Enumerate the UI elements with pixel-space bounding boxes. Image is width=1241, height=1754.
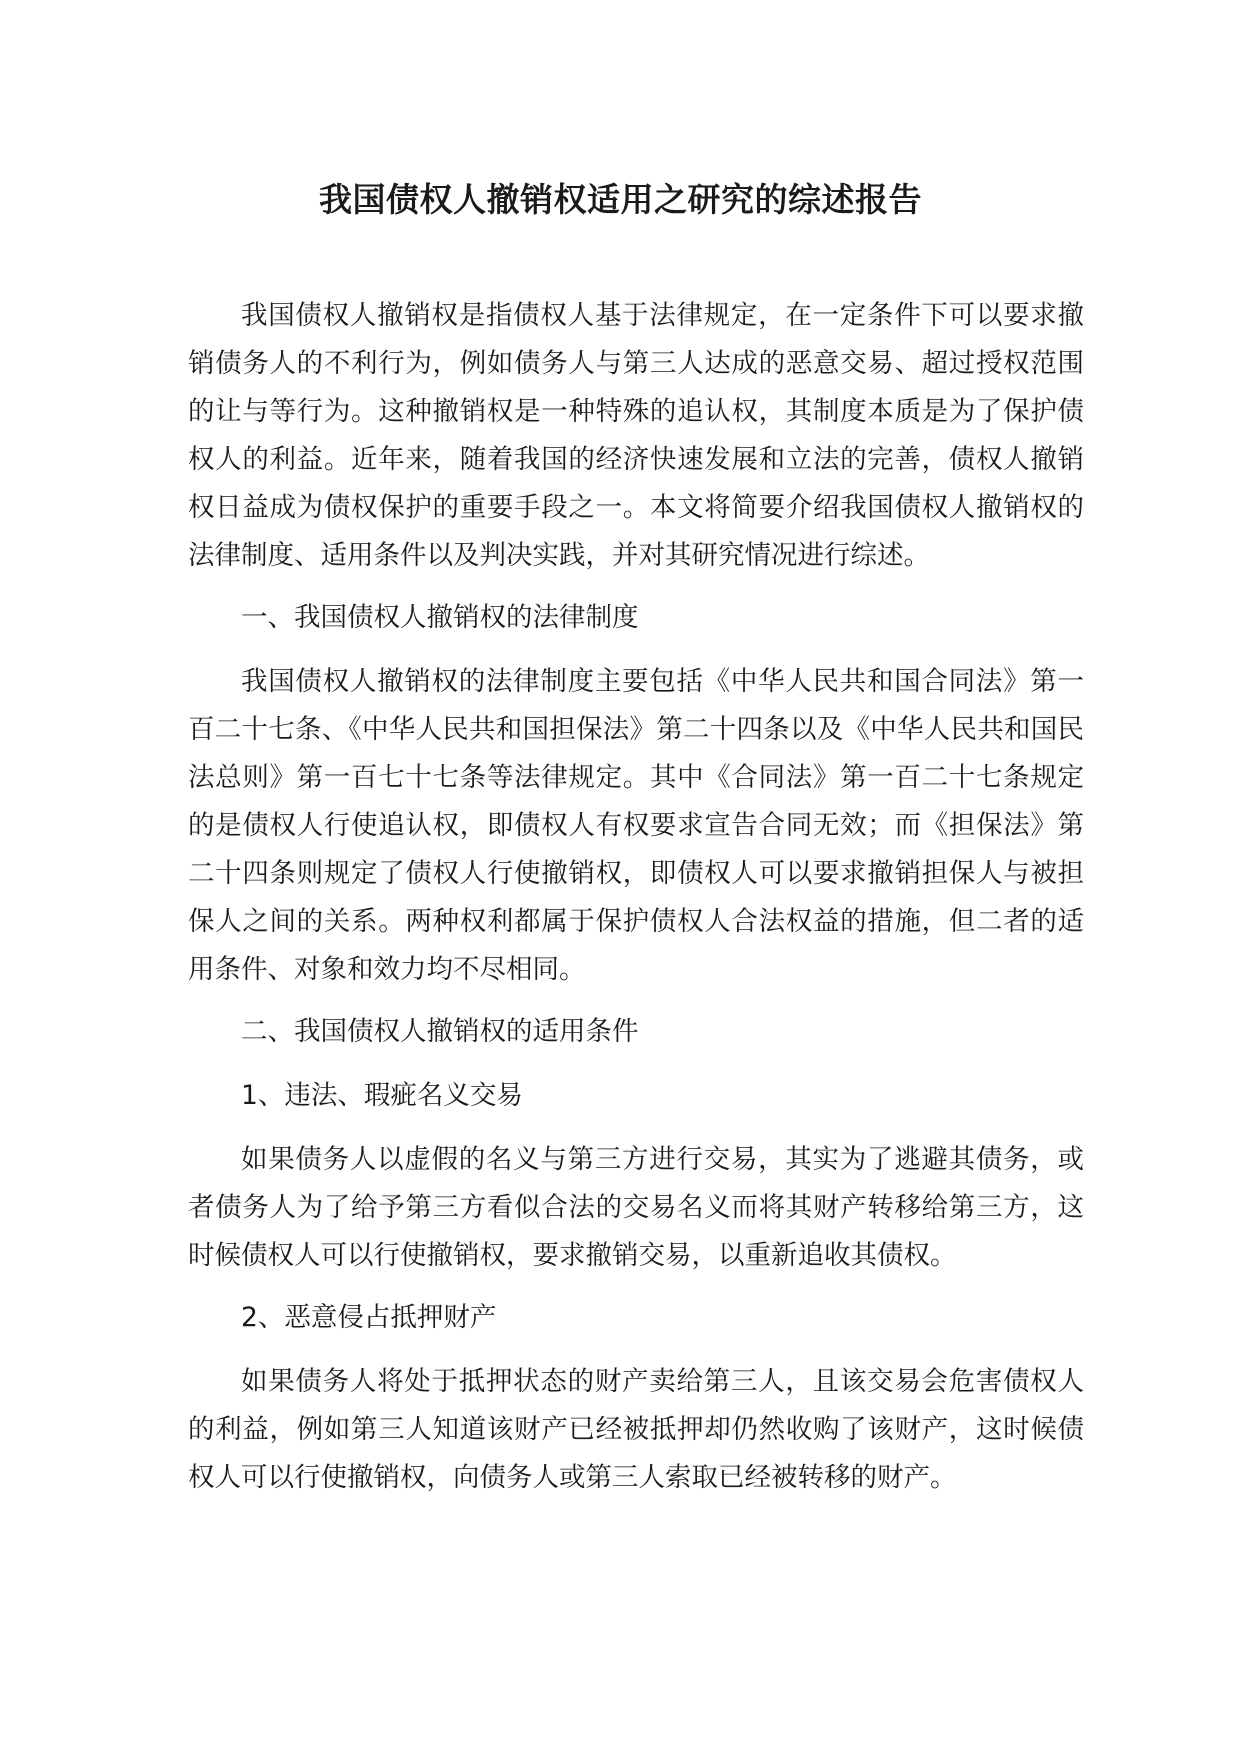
section-heading-1: 一、我国债权人撤销权的法律制度 [241,602,639,633]
mortgage-paragraph: 如果债务人将处于抵押状态的财产卖给第三人，且该交易会危害债权人的利益，例如第三人知道该财产已经被抵押却仍然收购了该财产，这时候债权人可以行使撤销权，向债务人或第三人索取已经被转移的财产。 [188,1366,1084,1493]
false-transaction-paragraph: 如果债务人以虚假的名义与第三方进行交易，其实为了逃避其债务，或者债务人为了给予第三方看似合法的交易名义而将其财产转移给第三方，这时候债权人可以行使撤销权，要求撤销交易，以重新追收其债权。 [188,1144,1084,1271]
document-title: 我国债权人撤销权适用之研究的综述报告 [319,180,922,219]
intro-paragraph: 我国债权人撤销权是指债权人基于法律规定，在一定条件下可以要求撤销债务人的不利行为，例如债务人与第三人达成的恶意交易、超过授权范围的让与等行为。这种撤销权是一种特殊的追认权，其制度本质是为了保护债权人的利益。近年来，随着我国的经济快速发展和立法的完善，债权人撤销权日益成为债权保护的重要手段之一。本文将简要介绍我国债权人撤销权的法律制度、适用条件以及判决实践，并对其研究情况进行综述。 [188,300,1084,571]
subsection-heading-2: 2、恶意侵占抵押财产 [241,1302,497,1333]
section-heading-2: 二、我国债权人撤销权的适用条件 [241,1016,639,1047]
document-body [188,292,1084,1516]
legal-system-paragraph: 我国债权人撤销权的法律制度主要包括《中华人民共和国合同法》第一百二十七条、《中华人民共和国担保法》第二十四条以及《中华人民共和国民法总则》第一百七十七条等法律规定。其中《合同法》第一百二十七条规定的是债权人行使追认权，即债权人有权要求宣告合同无效；而《担保法》第二十四条则规定了债权人行使撤销权，即债权人可以要求撤销担保人与被担保人之间的关系。两种权利都属于保护债权人合法权益的措施，但二者的适用条件、对象和效力均不尽相同。 [188,666,1084,985]
subsection-heading-1: 1、违法、瑕疵名义交易 [241,1080,523,1111]
